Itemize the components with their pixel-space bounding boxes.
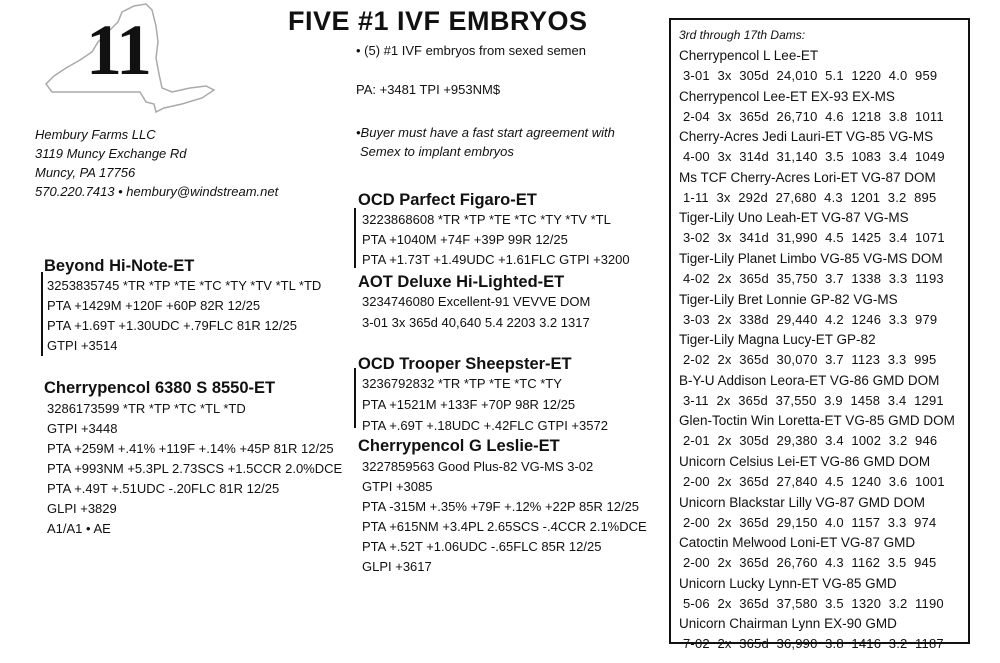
note-pa: PA: +3481 TPI +953NM$	[356, 82, 501, 97]
consignor-contact: 570.220.7413 • hembury@windstream.net	[35, 184, 279, 199]
dam-id-line: 3286173599 *TR *TP *TC *TL *TD	[47, 401, 246, 416]
dam-pedigree-name: Tiger-Lily Magna Lucy-ET GP-82	[679, 332, 876, 348]
dam-pedigree-record: 4-00 3x 314d 31,140 3.5 1083 3.4 1049	[683, 149, 945, 165]
dam-pedigree-name: B-Y-U Addison Leora-ET VG-86 GMD DOM	[679, 372, 940, 388]
sire-name: Beyond Hi-Note-ET	[44, 257, 195, 275]
dam-of-sire-name: AOT Deluxe Hi-Lighted-ET	[358, 273, 565, 291]
dam-pedigree-record: 3-03 2x 338d 29,440 4.2 1246 3.3 979	[683, 311, 938, 327]
pedigree-bracket	[354, 368, 356, 428]
dam-of-dam-id-line: 3227859563 Good Plus-82 VG-MS 3-02	[362, 459, 594, 474]
dam-pedigree-name: Cherry-Acres Jedi Lauri-ET VG-85 VG-MS	[679, 129, 934, 145]
dam-pedigree-record: 2-00 2x 365d 29,150 4.0 1157 3.3 974	[683, 514, 937, 530]
dam-pedigree-name: Unicorn Lucky Lynn-ET VG-85 GMD	[679, 575, 897, 591]
sire-of-dam-id-line: 3236792832 *TR *TP *TE *TC *TY	[362, 376, 562, 391]
consignor-block	[35, 125, 278, 201]
dam-pedigree-name: Ms TCF Cherry-Acres Lori-ET VG-87 DOM	[679, 169, 936, 185]
dam-pedigree-record: 2-00 2x 365d 27,840 4.5 1240 3.6 1001	[683, 474, 945, 489]
consignor-address-line1: 3119 Muncy Exchange Rd	[35, 146, 187, 161]
dam-pedigree-name: Unicorn Celsius Lei-ET VG-86 GMD DOM	[679, 454, 931, 469]
consignor-address-line2: Muncy, PA 17756	[35, 165, 136, 180]
dam-pedigree-name: Unicorn Chairman Lynn EX-90 GMD	[679, 616, 897, 632]
dam-pedigree-name: Tiger-Lily Planet Limbo VG-85 VG-MS DOM	[679, 251, 943, 266]
dam-pta-line: PTA +259M +.41% +119F +.14% +45P 81R 12/25	[47, 441, 334, 456]
dam-pedigree-name: Unicorn Blackstar Lilly VG-87 GMD DOM	[679, 494, 926, 510]
dam-of-sire-id-line: 3234746080 Excellent-91 VEVVE DOM	[362, 294, 591, 309]
sire-pta-line: PTA +1429M +120F +60P 82R 12/25	[47, 298, 261, 313]
dam-pedigree-record: 3-01 3x 305d 24,010 5.1 1220 4.0 959	[683, 68, 938, 83]
sire-of-dam-pta-line: PTA +.69T +.18UDC +.42FLC GTPI +3572	[362, 418, 608, 433]
dam-pedigree-record: 3-11 2x 365d 37,550 3.9 1458 3.4 1291	[683, 392, 944, 408]
consignor-name: Hembury Farms LLC	[35, 127, 156, 142]
dam-of-dam-name: Cherrypencol G Leslie-ET	[358, 437, 560, 455]
dam-index-line: GLPI +3829	[47, 501, 117, 516]
dam-pedigree-name: Tiger-Lily Bret Lonnie GP-82 VG-MS	[679, 291, 898, 307]
dam-pedigree-record: 4-02 2x 365d 35,750 3.7 1338 3.3 1193	[683, 271, 944, 286]
sire-id-line: 3253835745 *TR *TP *TE *TC *TY *TV *TL *TD	[47, 278, 322, 293]
dam-of-dam-pta-line: PTA -315M +.35% +79F +.12% +22P 85R 12/25	[362, 499, 640, 514]
dam-pedigree-record: 2-00 2x 365d 26,760 4.3 1162 3.5 945	[683, 555, 937, 571]
dam-name: Cherrypencol 6380 S 8550-ET	[44, 379, 276, 397]
dam-pedigree-record: 1-11 3x 292d 27,680 4.3 1201 3.2 895	[683, 189, 937, 205]
dam-of-dam-index-line: GTPI +3085	[362, 479, 433, 494]
dam-pta-line: PTA +.49T +.51UDC -.20FLC 81R 12/25	[47, 481, 280, 496]
sire-index-line: GTPI +3514	[47, 338, 118, 353]
sire-of-dam-name: OCD Trooper Sheepster-ET	[358, 355, 572, 373]
sire-of-sire-name: OCD Parfect Figaro-ET	[358, 191, 537, 209]
lot-number: 11	[86, 10, 151, 90]
dam-pedigree-record: 2-01 2x 305d 29,380 3.4 1002 3.2 946	[683, 433, 938, 449]
note-buyer-line1: •Buyer must have a fast start agreement with	[356, 125, 615, 140]
sire-of-sire-id-line: 3223868608 *TR *TP *TE *TC *TY *TV *TL	[362, 212, 611, 227]
dams-box	[669, 18, 970, 652]
page-title: FIVE #1 IVF EMBRYOS	[288, 6, 588, 36]
dam-pedigree-name: Catoctin Melwood Loni-ET VG-87 GMD	[679, 535, 916, 551]
dams-heading: 3rd through 17th Dams:	[679, 28, 806, 42]
sire-of-sire-pta-line: PTA +1040M +74F +39P 99R 12/25	[362, 232, 568, 247]
dam-of-dam-pta-line: PTA +615NM +3.4PL 2.65SCS -.4CCR 2.1%DCE	[362, 519, 647, 534]
dam-pta-line: PTA +993NM +5.3PL 2.73SCS +1.5CCR 2.0%DCE	[47, 461, 343, 476]
sire-of-sire-pta-line: PTA +1.73T +1.49UDC +1.61FLC GTPI +3200	[362, 252, 630, 267]
dam-pedigree-name: Glen-Toctin Win Loretta-ET VG-85 GMD DOM	[679, 413, 955, 429]
sire-pta-line: PTA +1.69T +1.30UDC +.79FLC 81R 12/25	[47, 318, 297, 333]
note-buyer-line2: Semex to implant embryos	[360, 144, 514, 159]
dam-pedigree-name: Cherrypencol Lee-ET EX-93 EX-MS	[679, 88, 895, 104]
sire-of-dam-pta-line: PTA +1521M +133F +70P 98R 12/25	[362, 397, 576, 412]
dam-pedigree-record: 2-02 2x 365d 30,070 3.7 1123 3.3 995	[683, 352, 937, 368]
dam-genotype-line: A1/A1 • AE	[47, 521, 111, 536]
dam-of-dam-index-line: GLPI +3617	[362, 559, 432, 574]
dam-of-sire-record-line: 3-01 3x 365d 40,640 5.4 2203 3.2 1317	[362, 315, 590, 330]
pedigree-bracket	[41, 272, 43, 356]
dam-pedigree-record: 7-02 2x 365d 36,990 3.8 1416 3.2 1187	[683, 636, 944, 652]
dam-pedigree-record: 3-02 3x 341d 31,990 4.5 1425 3.4 1071	[683, 230, 945, 246]
dam-pedigree-name: Cherrypencol L Lee-ET	[679, 48, 819, 63]
dam-pedigree-name: Tiger-Lily Uno Leah-ET VG-87 VG-MS	[679, 210, 909, 226]
dam-of-dam-pta-line: PTA +.52T +1.06UDC -.65FLC 85R 12/25	[362, 539, 602, 554]
dam-index-line: GTPI +3448	[47, 421, 118, 436]
dam-pedigree-record: 5-06 2x 365d 37,580 3.5 1320 3.2 1190	[683, 595, 944, 611]
note-bullet: • (5) #1 IVF embryos from sexed semen	[356, 43, 586, 58]
pedigree-bracket	[354, 208, 356, 268]
dam-pedigree-record: 2-04 3x 365d 26,710 4.6 1218 3.8 1011	[683, 108, 944, 124]
